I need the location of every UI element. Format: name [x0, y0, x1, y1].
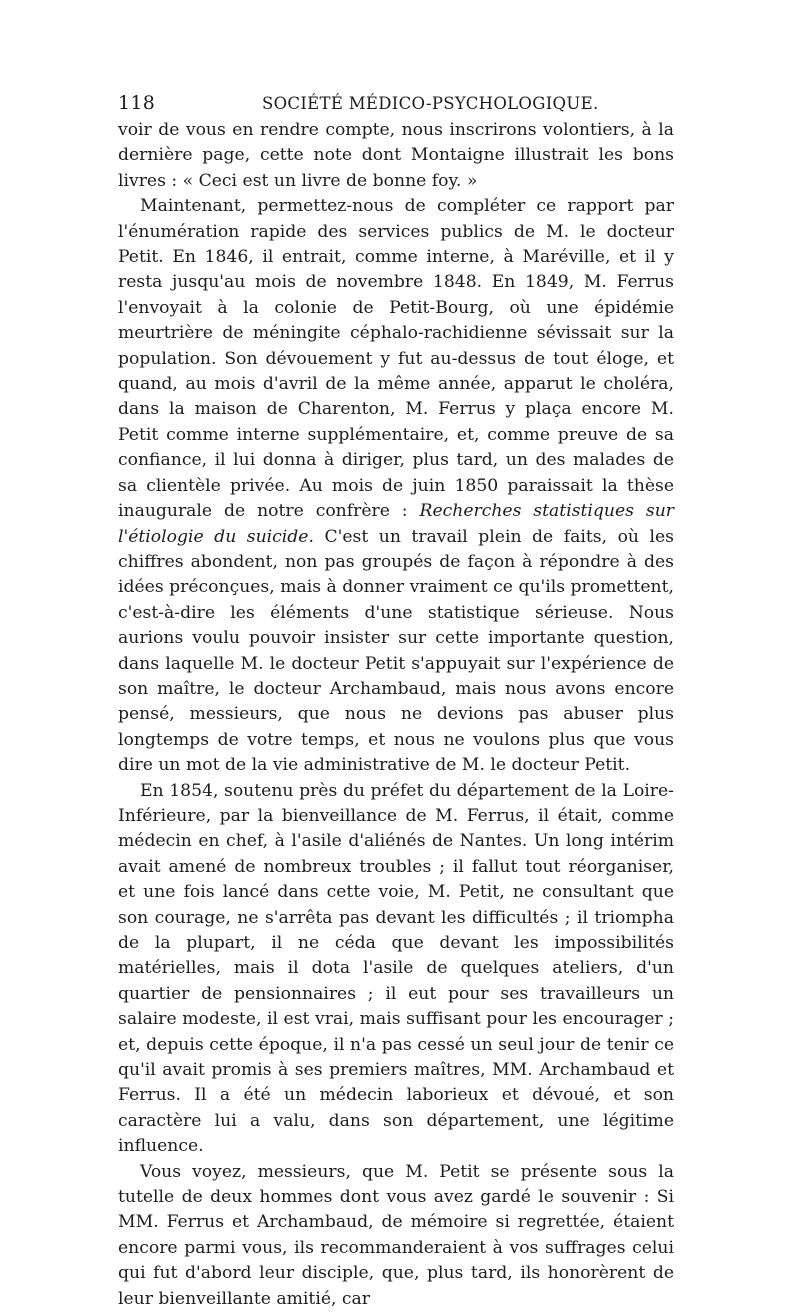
running-title: SOCIÉTÉ MÉDICO-PSYCHOLOGIQUE. [262, 94, 599, 113]
thesis-title: Recherches statistiques sur l'étiologie du suicide. [118, 501, 674, 547]
paragraph-nantes: En 1854, soutenu près du préfet du département de la Loire-Inférieure, par la bienveillance de M. Ferrus, il était, comme médecin en chef, à l'asile d'aliénés de Nantes. Un long intérim avait amené de nombreux troubles ; il fallut tout réorganiser, et une fois lancé dans cette voie, M. Petit, ne consultant que son courage, ne s'arrêta pas devant les difficultés ; il triompha de la plupart, il ne céda que devant les impossibilités matérielles, mais il dota l'asile de quelques ateliers, d'un quartier de pensionnaires ; il eut pour ses travailleurs un salaire modeste, il est vrai, mais suffisant pour les encourager ; et, depuis cette époque, il n'a pas cessé un seul jour de tenir ce qu'il avait promis à ses premiers maîtres, MM. Archambaud et Ferrus. Il a été un médecin laborieux et dévoué, et son caractère lui a valu, dans son département, une légitime influence. [118, 780, 674, 1157]
paragraph-continuation: voir de vous en rendre compte, nous inscrirons volontiers, à la dernière page, cette note dont Montaigne illustrait les bons livres : « Ceci est un livre de bonne foy. » [118, 120, 674, 191]
page-header [118, 88, 674, 118]
paragraph-text: Maintenant, permettez-nous de compléter ce rapport par l'énumération rapide des services publics de M. le docteur Petit. En 1846, il entrait, comme interne, à Maréville, et il y resta jusqu'au mois de novembre 1848. En 1849, M. Ferrus l'envoyait à la colonie de Petit-Bourg, où une épidémie meurtrière de méningite céphalo-rachidienne sévissait sur la population. Son dévouement y fut au-dessus de tout éloge, et quand, au mois d'avril de la même année, apparut le choléra, dans la maison de Charenton, M. Ferrus y plaça encore M. Petit comme interne supplémentaire, et, comme preuve de sa confiance, il lui donna à diriger, plus tard, un des malades de sa clientèle privée. Au mois de juin 1850 paraissait la thèse inaugurale de notre confrère : [118, 196, 674, 522]
body-text [118, 118, 674, 1312]
paragraph-conclusion: Vous voyez, messieurs, que M. Petit se présente sous la tutelle de deux hommes dont vous avez gardé le souvenir : Si MM. Ferrus et Archambaud, de mémoire si regrettée, étaient encore parmi vous, ils recommanderaient à vos suffrages celui qui fut d'abord leur disciple, que, plus tard, ils honorèrent de leur bienveillante amitié, car [118, 1161, 674, 1309]
paragraph-services [118, 194, 674, 778]
book-page [118, 88, 674, 1312]
page-number: 118 [118, 92, 156, 114]
paragraph-text: C'est un travail plein de faits, où les chiffres abondent, non pas groupés de façon à répondre à des idées préconçues, mais à donner vraiment ce qu'ils promettent, c'est-à-dire les éléments d'une statistique sérieuse. Nous aurions voulu pouvoir insister sur cette importante question, dans laquelle M. le docteur Petit s'appuyait sur l'expérience de son maître, le docteur Archambaud, mais nous avons encore pensé, messieurs, que nous ne devions pas abuser plus longtemps de votre temps, et nous ne voulons plus que vous dire un mot de la vie administrative de M. le docteur Petit. [118, 526, 674, 776]
